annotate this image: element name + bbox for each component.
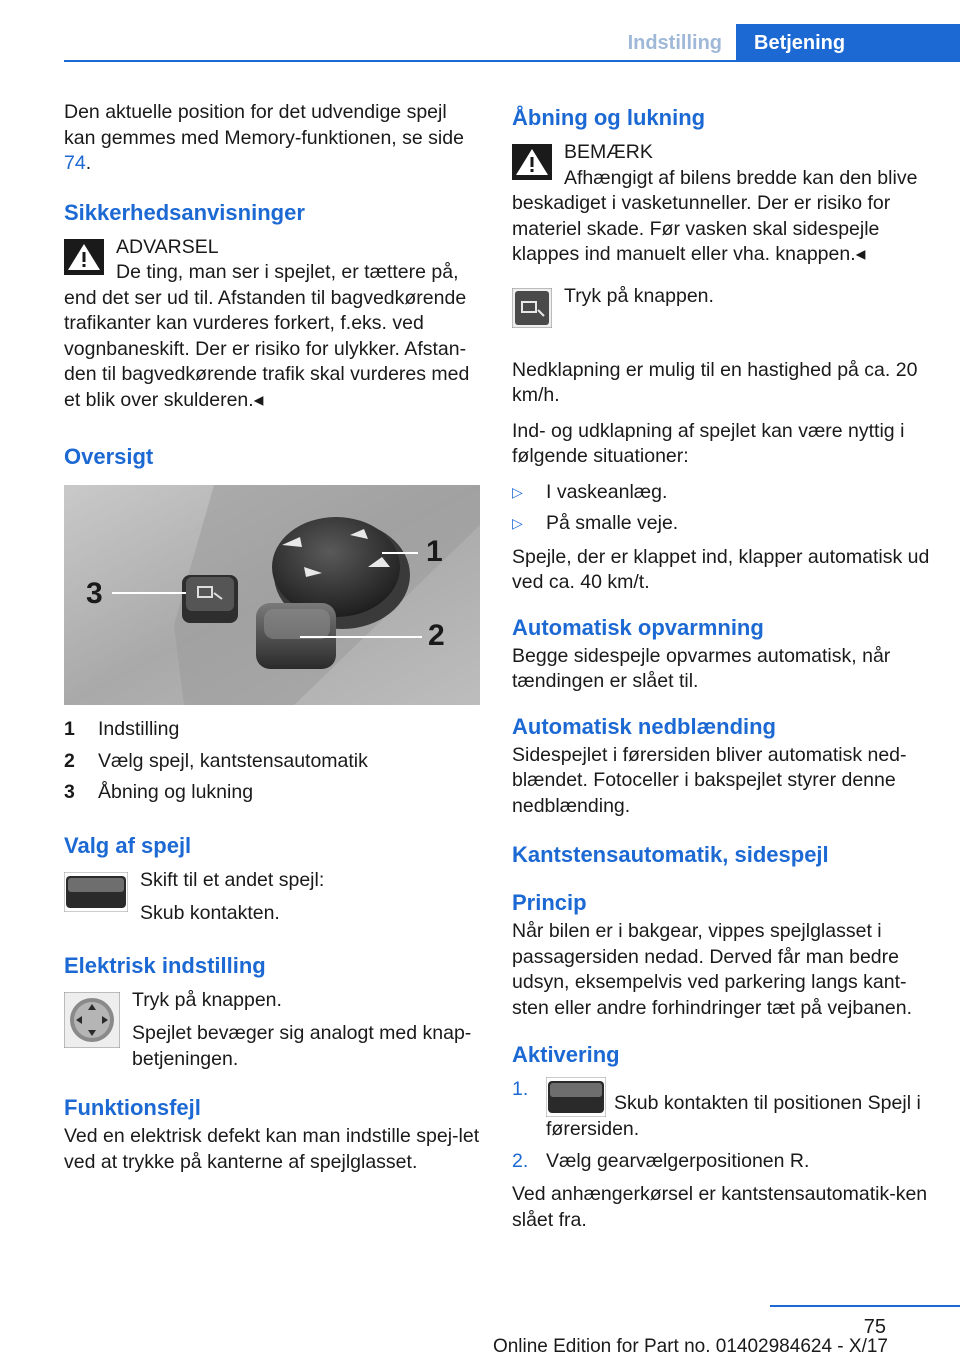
select-mirror-block [64,868,482,928]
header-rule [64,60,960,62]
page-header [64,0,960,62]
legend-item: 2 Vælg spejl, kantstensautomatik [64,749,368,772]
press-button-text: Tryk på knappen. [564,284,714,307]
intro-text: Den aktuelle position for det udvendige spejl kan gemmes med Memory-funktionen, se side [64,101,464,149]
page-reference-link[interactable]: 74 [64,152,86,174]
overview-legend [64,717,482,806]
caution-notice [512,140,932,268]
legend-item: 1 Indstilling [64,718,180,740]
photo-label-2: 2 [428,619,445,652]
tab-betjening[interactable]: Betjening [736,24,960,62]
photo-label-1: 1 [426,535,443,568]
legend-item: 3 Åbning og lukning [64,781,254,803]
caution-text: Afhængigt af bilens bredde kan den blive beskadiget i vasketunneller. Der er risiko for materiel skade. Før vasken skal sidespejle klappes ind manuelt eller vha. knappen.◂ [512,166,918,265]
electric-adjust-line2: Spejlet bevæger sig analogt med knap-betjeningen. [132,1022,472,1070]
warning-icon [64,239,104,275]
fold-mirror-button-icon [512,288,552,328]
tab-indstilling[interactable]: Indstilling [627,32,722,54]
intro-paragraph [64,100,482,177]
principle-heading: Princip [512,890,587,915]
dimming-heading: Automatisk nedblænding [512,713,776,739]
warning-title: ADVARSEL [116,235,219,258]
fold-button-block [512,284,932,344]
principle-text: Når bilen er i bakgear, vippes spejlglasset i passagersiden nedad. Derved får man bedre udsyn, eksempelvis ved parkering langs kant-sten eller andre forhindringer tæt på vejbanen. [512,920,912,1019]
caution-title: BEMÆRK [564,141,653,163]
electric-adjust-heading: Elektrisk indstilling [64,952,266,978]
page-number: 75 [863,1316,886,1338]
list-item: 1. Skub kontakten til positionen Spejl i førersiden. [512,1078,921,1140]
mirror-control-photo [64,485,480,705]
list-item: 2. Vælg gearvælgerpositionen R. [512,1149,810,1172]
select-mirror-line1: Skift til et andet spejl: [140,868,325,891]
select-mirror-line2: Skub kontakten. [140,902,280,924]
fold-speed-text: Nedklapning er mulig til en hastighed på ca. 20 km/h. [512,358,918,406]
caution-icon [512,144,552,180]
electric-adjust-line1: Tryk på knappen. [132,988,282,1011]
photo-label-3: 3 [86,577,103,610]
heating-text: Begge sidespejle opvarmes automatisk, når tændingen er slået til. [512,644,891,692]
list-item: ▷ I vaskeanlæg. [512,480,932,506]
fault-text: Ved en elektrisk defekt kan man indstille spej-let ved at trykke på kanterne af spejlglasset. [64,1125,480,1173]
fault-heading: Funktionsfejl [64,1095,201,1120]
open-close-heading: Åbning og lukning [512,105,706,130]
electric-adjust-block [64,988,482,1073]
overview-heading: Oversigt [64,444,154,469]
left-column [64,100,482,1185]
select-mirror-heading: Valg af spejl [64,832,192,858]
trailer-text: Ved anhængerkørsel er kantstensautomatik-ken slået fra. [512,1183,928,1231]
rocker-switch-icon [64,872,128,912]
curb-heading: Kantstensautomatik, sidespejl [512,842,829,867]
situations-list [512,480,932,537]
triangle-bullet-icon: ▷ [512,483,523,500]
rocker-switch-icon [546,1077,606,1117]
intro-suffix: . [85,152,92,174]
triangle-bullet-icon: ▷ [512,515,523,531]
safety-heading: Sikkerhedsanvisninger [64,199,305,225]
fold-useful-text: Ind- og udklapning af spejlet kan være nyttig i følgende situationer: [512,419,905,467]
warning-notice [64,235,482,414]
edition-footer: Online Edition for Part no. 01402984624 - X/17 [492,1336,888,1357]
direction-pad-icon [64,992,120,1048]
footer-rule [770,1305,960,1307]
activation-steps [512,1077,932,1174]
heating-heading: Automatisk opvarmning [512,614,764,640]
auto-unfold-text: Spejle, der er klappet ind, klapper automatisk ud ved ca. 40 km/t. [512,545,930,593]
dimming-text: Sidespejlet i førersiden bliver automatisk ned-blændet. Fotoceller i bakspejlet styrer denne nedblænding. [512,743,907,817]
mirror-control-illustration [64,485,480,705]
right-column [512,100,932,1243]
list-item: ▷ På smalle veje. [512,511,932,537]
activation-heading: Aktivering [512,1042,620,1067]
warning-text: De ting, man ser i spejlet, er tættere på, end det ser ud til. Afstanden til bagvedkørende trafikanter kan vurderes forkert, f.eks. ved vognbaneskift. Der er risiko for ulykker. Afstan-den til bagvedkørende trafik skal vurderes med et blik over skulderen.◂ [64,261,470,411]
